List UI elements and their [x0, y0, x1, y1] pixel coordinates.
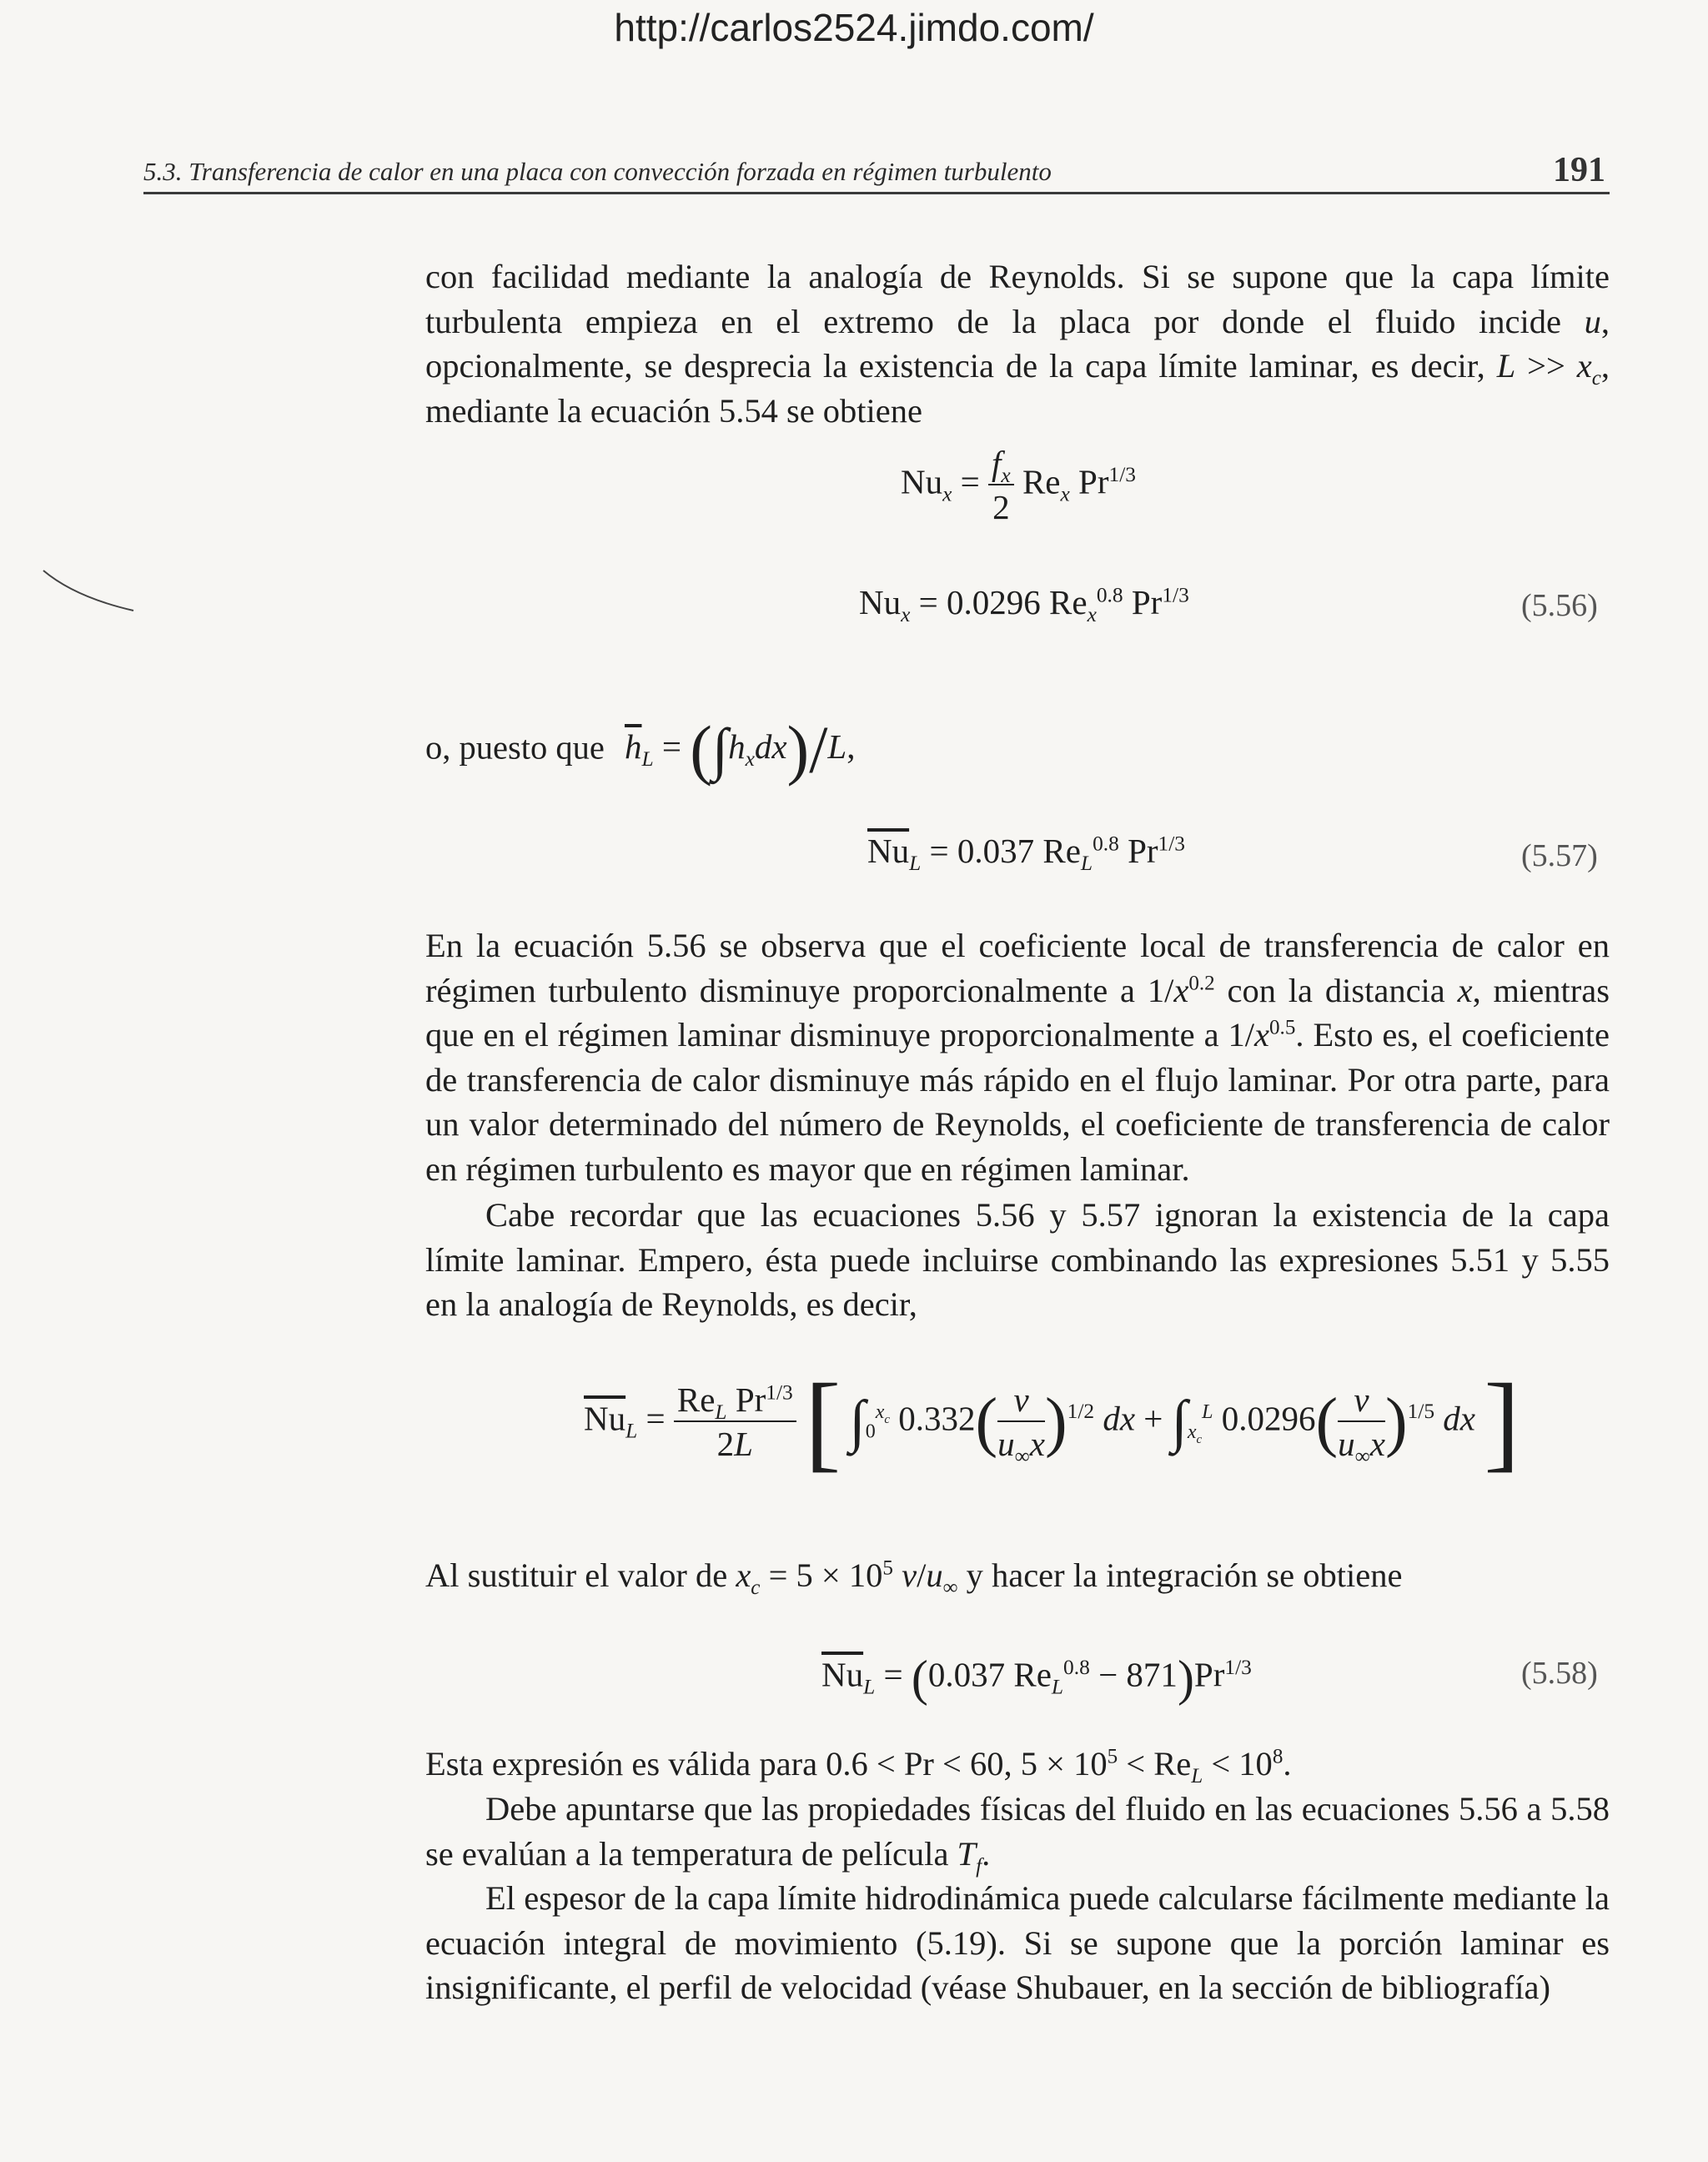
paragraph-3-text: En la ecuación 5.56 se observa que el coeficiente local de transferencia de calor en régimen turbulento disminuye proporcionalmente a $1/x^{0.2}$ con la distancia x, mientras que en el régimen laminar disminuye proporcionalmente a $1/x^{0.5}$. Esto es, el coeficiente de transferencia de calor disminuye más rápido en el flujo laminar. Por otra parte, para un valor determinado del número de Reynolds, el coeficiente de transferencia de calor en régimen turbulento es mayor que en régimen laminar.: [425, 927, 1610, 1188]
equation-number-5-57: (5.57): [1521, 838, 1598, 873]
margin-pen-mark: [42, 567, 142, 617]
equation-number-5-58: (5.58): [1521, 1656, 1598, 1691]
paragraph-7: [425, 1787, 1610, 1876]
source-url: http://carlos2524.jimdo.com/: [614, 6, 1094, 49]
paragraph-1: [425, 254, 1610, 433]
equation-5-58: $\overline{Nu}_L = (0.037$ $Re_L^{0.8} - 871)Pr^{1/3}$: [821, 1651, 1252, 1706]
paragraph-5: [425, 1553, 1610, 1598]
equation-number-5-56: (5.56): [1521, 588, 1598, 623]
paragraph-5-text: Al sustituir el valor de $x_c = 5 \times 10^5$ $\nu/u_\infty$ y hacer la integración se obtiene: [425, 1556, 1403, 1600]
paragraph-4-text: Cabe recordar que las ecuaciones 5.56 y 5.57 ignoran la existencia de la capa límite laminar. Empero, ésta puede incluirse combinando las expresiones 5.51 y 5.55 en la analogía de Reynolds, es decir,: [425, 1196, 1610, 1323]
running-head: 5.3. Transferencia de calor en una placa con convección forzada en régimen turbulento: [143, 157, 1052, 186]
paragraph-7-text: Debe apuntarse que las propiedades físicas del fluido en las ecuaciones 5.56 a 5.58 se evalúan a la temperatura de película $T_f$.: [425, 1790, 1610, 1878]
paragraph-4: [425, 1193, 1610, 1327]
header-rule: [143, 192, 1610, 194]
paragraph-2-prefix: o, puesto que: [425, 728, 605, 767]
paragraph-2: [425, 714, 856, 787]
equation-5-57: $\overline{Nu}_L = 0.037$ $Re_L^{0.8}$ $Pr^{1/3}$: [867, 832, 1186, 876]
paragraph-8-text: El espesor de la capa límite hidrodinámica puede calcularse fácilmente mediante la ecuación integral de movimiento (5.19). Si se supone que la porción laminar es insignificante, el perfil de velocidad (véase Shubauer, en la sección de bibliografía): [425, 1879, 1610, 2006]
paragraph-6: [425, 1742, 1610, 1787]
equation-5-56: $Nu_x = 0.0296$ $Re_x^{0.8}$ $Pr^{1/3}$: [859, 583, 1189, 627]
paragraph-1-text: con facilidad mediante la analogía de Reynolds. Si se supone que la capa límite turbulenta empieza en el extremo de la placa por donde el fluido incide u, opcionalmente, se desprecia la existencia de la capa límite laminar, es decir, $L >> x_c$, mediante la ecuación 5.54 se obtiene: [425, 258, 1610, 430]
page-number: 191: [1553, 151, 1605, 189]
paragraph-8: [425, 1876, 1610, 2010]
equation-h-bar: $\overline{h}_L = (\int h_xdx)/L$,: [624, 714, 856, 787]
equation-integral: $\overline{Nu}_L$ = $\frac{Re_L Pr^{1/3}}{2L}$ [ $\int_0^{x_c}$ 0.332( $\frac{\nu}{u_\infty x}$ )$^{1/2}$ dx + $\int_{x_c}^L$ 0.0296( $\frac{\nu}{u_\infty x}$ )$^{1/5}$ dx ]: [584, 1362, 1520, 1482]
paragraph-6-text: Esta expresión es válida para 0.6 < Pr < 60, $5 \times 10^5 < Re_L < 10^8$.: [425, 1745, 1292, 1788]
equation-nux-friction: $Nu_x$ = $\frac{f_x}{2}$ $Re_x$ $Pr^{1/3}$: [901, 444, 1136, 526]
paragraph-3: [425, 923, 1610, 1191]
